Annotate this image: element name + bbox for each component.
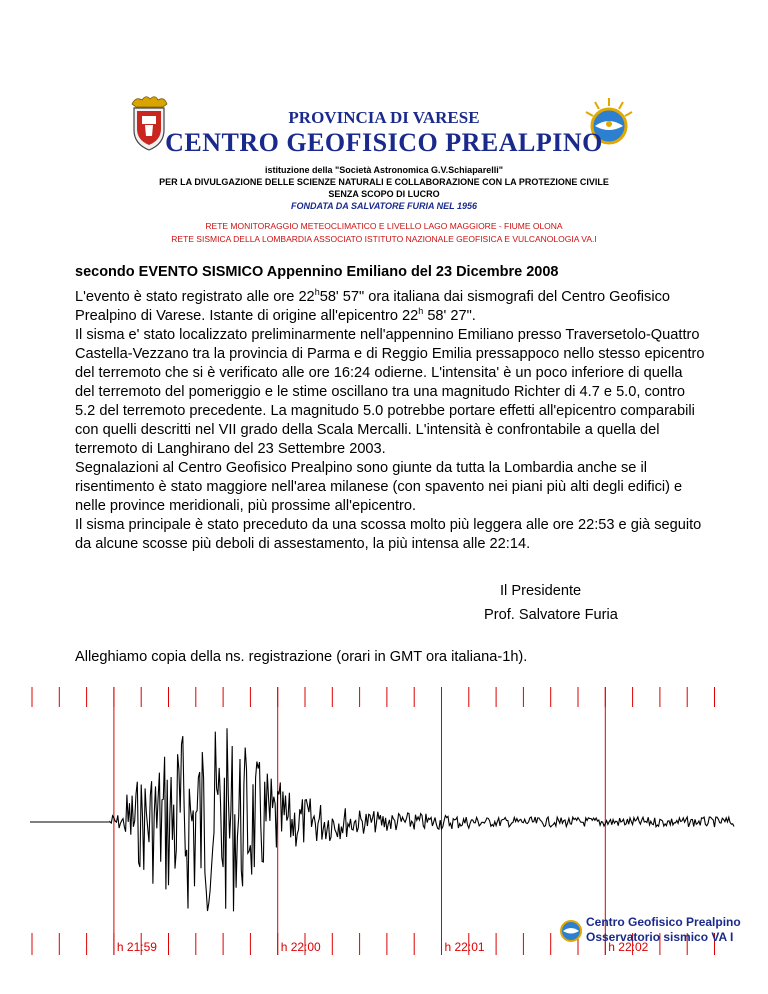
minute-marker-lines xyxy=(114,687,605,955)
paragraph-recording: L'evento è stato registrato alle ore 22$^h$58' 57" ora italiana dai sismografi del Centro Geofisico Prealpino di Varese. Istante di origine all'epicentro 22$^h$ 58' 27". xyxy=(75,287,670,324)
institution-line: istituzione della "Società Astronomica G.V.Schiaparelli" xyxy=(265,165,503,175)
time-label: h 22:00 xyxy=(280,940,321,954)
paragraph-aftershocks: Il sisma principale è stato preceduto da una scossa molto più leggera alle ore 22:53 e già seguito da alcune scosse più deboli di assestamento, la più intensa alle 22:14. xyxy=(75,517,702,552)
report-body xyxy=(75,288,705,554)
non-profit-line: SENZA SCOPO DI LUCRO xyxy=(328,189,440,199)
center-heading: CENTRO GEOFISICO PREALPINO xyxy=(165,128,603,157)
observatory-watermark xyxy=(556,913,741,953)
network-line-1: RETE MONITORAGGIO METEOCLIMATICO E LIVELLO LAGO MAGGIORE - FIUME OLONA xyxy=(205,221,563,231)
divulgation-line: PER LA DIVULGAZIONE DELLE SCIENZE NATURALI E COLLABORAZIONE CON LA PROTEZIONE CIVILE xyxy=(159,177,609,187)
time-label: h 22:01 xyxy=(444,940,485,954)
province-heading: PROVINCIA DI VARESE xyxy=(288,108,480,127)
watermark-line-1: Centro Geofisico Prealpino xyxy=(586,915,741,929)
seismic-trace xyxy=(30,728,734,911)
event-title: secondo EVENTO SISMICO Appennino Emiliano del 23 Dicembre 2008 xyxy=(75,264,559,280)
paragraph-reports: Segnalazioni al Centro Geofisico Prealpino sono giunte da tutta la Lombardia anche se il risentimento è stato maggiore nell'area milanese (con spavento nei piani più alti degli edifici) e nelle province meridionali, più prossime all'epicentro. xyxy=(75,460,683,514)
founded-line: FONDATA DA SALVATORE FURIA NEL 1956 xyxy=(290,201,478,211)
signature-name: Prof. Salvatore Furia xyxy=(484,607,618,623)
watermark-line-2: Osservatorio sismico VA I xyxy=(586,930,734,944)
watermark-sun-icon xyxy=(556,915,586,945)
time-label: h 22:02 xyxy=(608,940,649,954)
time-label: h 21:59 xyxy=(116,940,157,954)
attachment-note: Alleghiamo copia della ns. registrazione (orari in GMT ora italiana-1h). xyxy=(75,649,528,665)
signature-role: Il Presidente xyxy=(500,583,582,599)
paragraph-location: Il sisma e' stato localizzato preliminarmente nell'appennino Emiliano presso Traversetolo-Quattro Castella-Vezzano tra la provincia di Parma e di Reggio Emilia pressappoco nello stesso epicentro del terremoto che si è verificato alle ore 16:24 odierne. L'intensita' è un poco inferiore di quella del terremoto del pomeriggio e le stime oscillano tra una magnitudo Richter di 4.7 e 5.0, contro 5.2 del terremoto precedente. La magnitudo 5.0 potrebbe portare effetti all'epicentro comparabili con quelli descritti nel VII grado della Scala Mercalli. L'intensità è confrontabile a quella del terremoto di Langhirano del 23 Settembre 2003. xyxy=(75,327,705,457)
minute-tick-marks-top xyxy=(32,687,715,707)
network-line-2: RETE SISMICA DELLA LOMBARDIA ASSOCIATO ISTITUTO NAZIONALE GEOFISICA E VULCANOLOGIA VA.I xyxy=(171,234,597,244)
